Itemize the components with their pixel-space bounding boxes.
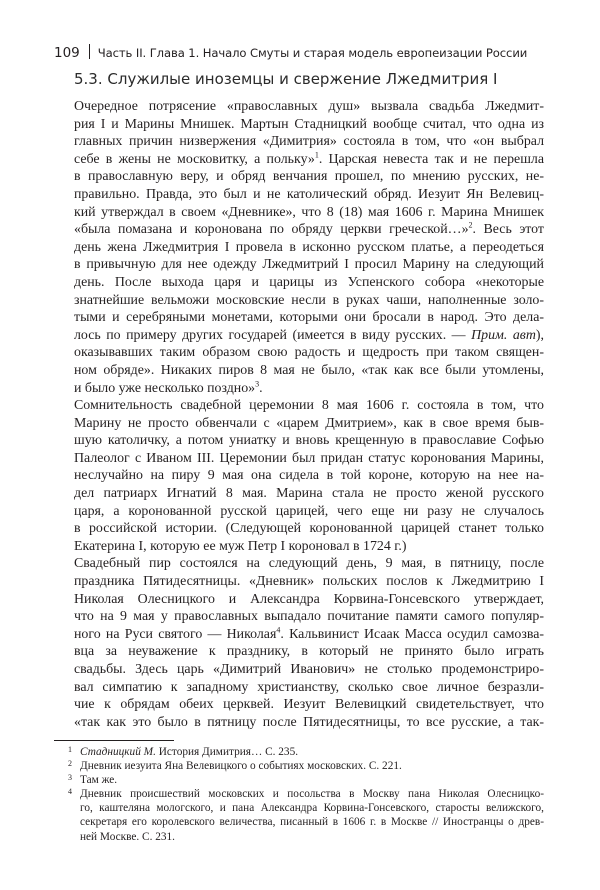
text-line: Марину не просто обвенчали с «царем Дмитрием», как в свое время быв- bbox=[74, 415, 544, 431]
text-line: царя, а коронованной русской царицей, чего еще ни разу не случалось bbox=[74, 503, 544, 519]
footnote-text: Там же. bbox=[80, 774, 118, 787]
footnote-number: 3 bbox=[68, 773, 72, 783]
text-line: в российской истории. (Следующей коронованной царицей станет только bbox=[74, 521, 544, 537]
text-line: Сомнительность свадебной церемонии 8 мая 1606 г. состояла в том, что bbox=[74, 398, 544, 414]
text-line: рия I и Марины Мнишек. Мартын Стадницкий вообще считал, что одна из bbox=[74, 116, 544, 132]
text-line: вца за неуважение к празднику, в который не принято было играть bbox=[74, 644, 544, 660]
running-header-title: Часть II. Глава 1. Начало Смуты и старая модель европеизации России bbox=[97, 46, 528, 60]
footnote-number: 2 bbox=[68, 759, 72, 769]
footnote-author: Стадницкий М. bbox=[80, 746, 156, 758]
header-divider bbox=[89, 44, 90, 59]
text-fragment: лось по примеру других государей (имеется в виду русских. — bbox=[74, 327, 466, 343]
footnote-line: секретаря его королевского величества, писанный в 1606 г. в Москве // Иностранцы о древ- bbox=[80, 816, 544, 829]
text-line: день. После выхода царя и царицы из Успенского собора «некоторые bbox=[74, 274, 544, 290]
text-line: Екатерина I, которую ее муж Петр I короновал в 1724 г.) bbox=[74, 538, 407, 554]
text-line: неслучайно на пиру 9 мая она сидела в той короне, которую на нее на- bbox=[74, 468, 544, 484]
text-line: день жена Лжедмитрия I провела в исконно русском платье, а переодеться bbox=[74, 239, 544, 255]
body-text bbox=[54, 98, 544, 731]
text-line: главных причин низвержения «Димитрия» состояла в том, что «он выбрал bbox=[74, 134, 544, 150]
section-heading: 5.3. Служилые иноземцы и свержение Лжедмитрия I bbox=[74, 70, 498, 88]
footnote-line: Дневник происшествий московских и посольства в Москву пана Николая Олесницко- bbox=[80, 788, 544, 801]
text-line: Палеолог с Иваном III. Церемонии был придан статус коронования Марины, bbox=[74, 450, 544, 466]
text-fragment: и было уже несколько поздно» bbox=[74, 380, 256, 396]
text-line: свадьбы. Здесь царь «Димитрий Иванович» не столько продемонстриро- bbox=[74, 662, 544, 677]
text-line bbox=[54, 327, 544, 345]
text-line: правильно. Правда, это был и не католический обряд. Иезуит Ян Велевиц- bbox=[74, 186, 544, 202]
text-line: кий утверждал в своем «Дневнике», что 8 (18) мая 1606 г. Марина Мнишек bbox=[74, 204, 544, 220]
footnote-3 bbox=[54, 773, 544, 787]
footnote-citation: История Димитрия… С. 235. bbox=[155, 746, 299, 758]
text-line bbox=[54, 626, 544, 644]
text-line: «так как это было в пятницу после Пятидесятницы, то все русские, а так- bbox=[74, 714, 544, 730]
text-fragment: . Царская невеста так и не перешла bbox=[318, 151, 544, 167]
text-line: шую католичку, а потом униатку и вновь крещенную в православие Софью bbox=[74, 433, 544, 449]
footnote-ref[interactable]: 2 bbox=[468, 220, 473, 230]
text-fragment: . Кальвинист Исаак Масса осудил самозва- bbox=[280, 626, 544, 642]
footnote-ref[interactable]: 4 bbox=[276, 625, 281, 635]
text-line: чие к обрядам обеих церквей. Иезуит Велевицкий свидетельствует, что bbox=[74, 697, 544, 713]
footnote-line: ней Москве. С. 231. bbox=[80, 830, 176, 843]
page-number: 109 bbox=[54, 45, 80, 61]
footnote-ref[interactable]: 3 bbox=[255, 378, 260, 388]
text-line: и было уже несколько поздно»$^3$. bbox=[74, 378, 263, 396]
text-line: Очередное потрясение «православных душ» вызвала свадьба Лжедмит- bbox=[74, 99, 544, 114]
text-line: в православную веру, и обряд венчания прошел, по мнению русских, не- bbox=[74, 169, 544, 185]
footnote-2 bbox=[54, 759, 544, 773]
text-line: в привычную для нее одежду Лжедмитрий I просил Марину на следующий bbox=[74, 257, 544, 273]
footnote-4 bbox=[54, 787, 544, 843]
text-fragment: . Весь этот bbox=[472, 222, 544, 238]
running-header bbox=[54, 42, 554, 62]
footnote-text bbox=[80, 745, 544, 759]
text-line: оказывавших таким образом свою радость и щедрость при таком священ- bbox=[74, 345, 544, 361]
footnote-text: Дневник иезуита Яна Велевицкого о событиях московских. С. 221. bbox=[80, 760, 402, 773]
text-line: тыми и серебряными монетами, которыми они бросали в народ. Это дела- bbox=[74, 310, 544, 326]
footnote-divider bbox=[54, 740, 174, 741]
footnote-number: 4 bbox=[68, 787, 72, 797]
text-fragment: ного на Руси святого — Николая bbox=[74, 626, 277, 642]
text-line: праздника Пятидесятницы. «Дневник» польских послов к Лжедмитрию I bbox=[74, 574, 544, 590]
text-line: Свадебный пир состоялся на следующий день, 9 мая, в пятницу, после bbox=[74, 556, 544, 572]
footnotes bbox=[54, 745, 544, 844]
paragraph-3 bbox=[54, 555, 544, 731]
author-note: Прим. авт bbox=[471, 327, 536, 343]
text-line: дел патриарх Игнатий 8 мая. Марина стала не просто женой русского bbox=[74, 486, 544, 502]
text-line: Николая Олесницкого и Александра Корвина-Гонсевского утверждает, bbox=[74, 591, 544, 607]
text-line: знатнейшие вельможи московские несли в руках чаши, наполненные золо- bbox=[74, 292, 544, 308]
footnote-1 bbox=[54, 745, 544, 759]
text-line bbox=[54, 221, 544, 239]
text-fragment: себе в жены не московитку, а польку» bbox=[74, 151, 315, 167]
footnote-number: 1 bbox=[68, 745, 72, 754]
text-fragment: ), bbox=[535, 327, 544, 343]
footnote-ref[interactable]: 1 bbox=[314, 150, 319, 160]
paragraph-2 bbox=[54, 397, 544, 555]
paragraph-1 bbox=[54, 98, 544, 397]
text-line: вал симпатию к западному христианству, сколько свое личное безразли- bbox=[74, 679, 544, 695]
text-line: ном обряде». Никаких пиров 8 мая не было, «так как все были утомлены, bbox=[74, 362, 544, 378]
text-line bbox=[54, 151, 544, 169]
text-fragment: «была помазана и коронована по обряду церкви греческой…» bbox=[74, 222, 469, 238]
footnote-text bbox=[80, 787, 544, 843]
text-line: что на 9 мая у православных выпадало почитание памяти самого популяр- bbox=[74, 609, 544, 625]
footnote-line: го, каштеляна мологского, и пана Александра Корвина-Гонсевского, старосты велижского, bbox=[80, 802, 544, 815]
